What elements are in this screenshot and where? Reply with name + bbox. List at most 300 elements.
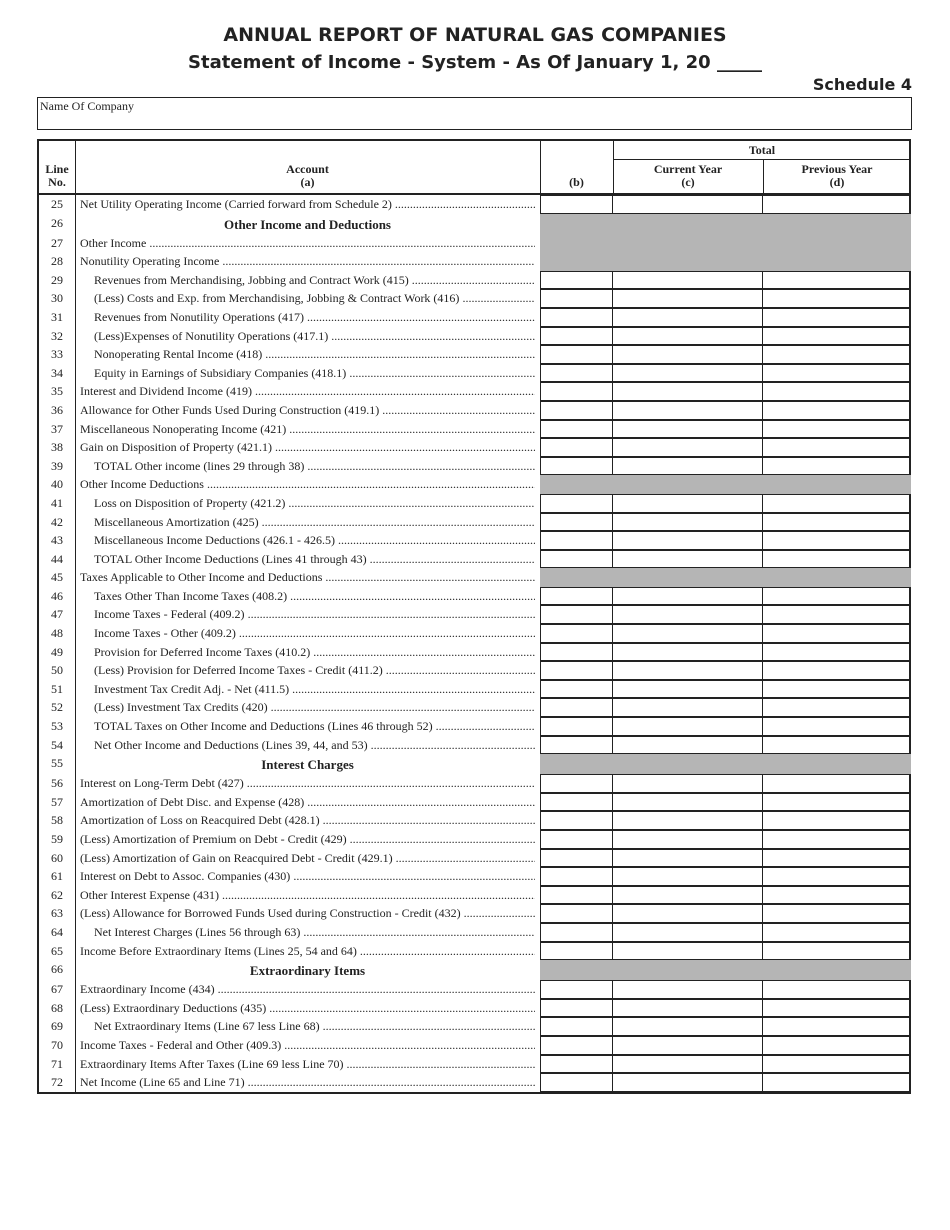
current-year-input[interactable] xyxy=(613,327,763,346)
account-text: TOTAL Other income (lines 29 through 38) xyxy=(94,458,305,473)
current-year-input[interactable] xyxy=(613,1073,763,1092)
table-row xyxy=(39,308,909,327)
table-row xyxy=(39,980,909,999)
leader-dots xyxy=(289,682,535,696)
line-number: 29 xyxy=(51,272,63,287)
report-subtitle: Statement of Income - System - As Of January 1, 20 _____ xyxy=(188,52,762,73)
amount-b-input[interactable] xyxy=(540,830,613,849)
account-label xyxy=(80,1038,535,1053)
account-text: Equity in Earnings of Subsidiary Companies (418.1) xyxy=(94,365,347,380)
previous-year-input[interactable] xyxy=(763,550,911,569)
amount-b-input[interactable] xyxy=(540,643,613,662)
leader-dots xyxy=(379,403,535,417)
table-row xyxy=(39,754,909,774)
account-text: Miscellaneous Amortization (425) xyxy=(94,514,259,529)
current-year-input[interactable] xyxy=(613,438,763,457)
amount-b-input[interactable] xyxy=(540,420,613,439)
line-number: 36 xyxy=(51,402,63,417)
current-year-input[interactable] xyxy=(613,605,763,624)
section-heading xyxy=(75,757,540,773)
account-label xyxy=(80,776,535,791)
account-text: Investment Tax Credit Adj. - Net (411.5) xyxy=(94,681,290,696)
table-row xyxy=(39,999,909,1018)
previous-year-input[interactable] xyxy=(763,811,911,830)
amount-b-input[interactable] xyxy=(540,717,613,736)
account-text: Other Income Deductions xyxy=(80,477,204,492)
line-number: 43 xyxy=(51,533,63,548)
current-year-input[interactable] xyxy=(613,420,763,439)
leader-dots xyxy=(409,273,535,287)
account-label xyxy=(94,496,535,511)
current-year-input[interactable] xyxy=(613,698,763,717)
current-year-input[interactable] xyxy=(613,904,763,923)
account-label xyxy=(80,1075,535,1090)
amount-b-input[interactable] xyxy=(540,587,613,606)
account-text: (Less) Amortization of Gain on Reacquired Debt - Credit (429.1) xyxy=(80,850,393,865)
leader-dots xyxy=(204,477,535,491)
amount-b-input[interactable] xyxy=(540,513,613,532)
previous-year-input[interactable] xyxy=(763,531,911,550)
leader-dots xyxy=(433,719,535,733)
shaded-cell xyxy=(540,234,911,253)
previous-year-input[interactable] xyxy=(763,830,911,849)
account-text: Income Before Extraordinary Items (Lines 25, 54 and 64) xyxy=(80,943,357,958)
leader-dots xyxy=(262,347,535,361)
leader-dots xyxy=(245,607,535,621)
account-label xyxy=(94,607,535,622)
previous-year-input[interactable] xyxy=(763,717,911,736)
previous-year-input[interactable] xyxy=(763,1036,911,1055)
table-row xyxy=(39,513,909,532)
amount-b-input[interactable] xyxy=(540,867,613,886)
table-row xyxy=(39,736,909,755)
account-text: Other Income and Deductions xyxy=(224,216,391,232)
header-account-code: (a) xyxy=(300,175,315,189)
line-number: 39 xyxy=(51,458,63,473)
account-label xyxy=(94,347,535,362)
table-row xyxy=(39,867,909,886)
table-row xyxy=(39,717,909,736)
table-row xyxy=(39,960,909,980)
table-row xyxy=(39,942,909,961)
amount-b-input[interactable] xyxy=(540,364,613,383)
header-b-code: (b) xyxy=(569,175,584,189)
table-row xyxy=(39,234,909,253)
previous-year-input[interactable] xyxy=(763,271,911,290)
table-body xyxy=(39,193,909,1092)
line-number: 62 xyxy=(51,887,63,902)
account-label xyxy=(80,906,535,921)
account-text: (Less) Costs and Exp. from Merchandising, Jobbing & Contract Work (416) xyxy=(94,291,460,306)
line-number: 56 xyxy=(51,776,63,791)
leader-dots xyxy=(146,236,535,250)
table-row xyxy=(39,793,909,812)
current-year-input[interactable] xyxy=(613,308,763,327)
income-statement-table xyxy=(37,139,911,1094)
report-title: ANNUAL REPORT OF NATURAL GAS COMPANIES xyxy=(223,24,727,46)
account-label xyxy=(80,832,535,847)
previous-year-input[interactable] xyxy=(763,1017,911,1036)
account-label xyxy=(80,1057,535,1072)
account-text: Income Taxes - Other (409.2) xyxy=(94,626,236,641)
table-row xyxy=(39,550,909,569)
account-label xyxy=(80,851,535,866)
current-year-input[interactable] xyxy=(613,513,763,532)
amount-b-input[interactable] xyxy=(540,457,613,476)
current-year-input[interactable] xyxy=(613,1017,763,1036)
amount-b-input[interactable] xyxy=(540,698,613,717)
leader-dots xyxy=(459,291,535,305)
line-number: 50 xyxy=(51,663,63,678)
current-year-input[interactable] xyxy=(613,382,763,401)
account-text: Miscellaneous Nonoperating Income (421) xyxy=(80,421,287,436)
previous-year-input[interactable] xyxy=(763,661,911,680)
current-year-input[interactable] xyxy=(613,531,763,550)
amount-b-input[interactable] xyxy=(540,923,613,942)
account-text: Provision for Deferred Income Taxes (410.2) xyxy=(94,644,311,659)
account-text: Extraordinary Items xyxy=(249,963,366,979)
line-number: 52 xyxy=(51,700,63,715)
table-row xyxy=(39,1036,909,1055)
account-text: (Less) Allowance for Borrowed Funds Used during Construction - Credit (432) xyxy=(80,906,461,921)
line-number: 53 xyxy=(51,719,63,734)
amount-b-input[interactable] xyxy=(540,308,613,327)
table-row xyxy=(39,401,909,420)
table-row xyxy=(39,923,909,942)
table-row xyxy=(39,195,909,214)
account-text: Nonoperating Rental Income (418) xyxy=(94,347,263,362)
leader-dots xyxy=(347,832,535,846)
leader-dots xyxy=(290,869,535,883)
account-label xyxy=(94,533,535,548)
amount-b-input[interactable] xyxy=(540,271,613,290)
leader-dots xyxy=(304,310,535,324)
leader-dots xyxy=(219,254,535,268)
amount-b-input[interactable] xyxy=(540,195,613,214)
table-row xyxy=(39,327,909,346)
account-text: Interest on Long-Term Debt (427) xyxy=(80,776,244,791)
schedule-label: Schedule 4 xyxy=(812,75,912,94)
current-year-input[interactable] xyxy=(613,587,763,606)
line-number: 69 xyxy=(51,1019,63,1034)
previous-year-input[interactable] xyxy=(763,999,911,1018)
account-label xyxy=(94,925,535,940)
current-year-input[interactable] xyxy=(613,401,763,420)
current-year-input[interactable] xyxy=(613,457,763,476)
amount-b-input[interactable] xyxy=(540,327,613,346)
previous-year-input[interactable] xyxy=(763,605,911,624)
amount-b-input[interactable] xyxy=(540,550,613,569)
section-heading xyxy=(75,963,540,979)
account-text: Interest and Dividend Income (419) xyxy=(80,384,252,399)
table-row xyxy=(39,457,909,476)
amount-b-input[interactable] xyxy=(540,886,613,905)
amount-b-input[interactable] xyxy=(540,401,613,420)
previous-year-input[interactable] xyxy=(763,494,911,513)
line-number: 44 xyxy=(51,551,63,566)
previous-year-input[interactable] xyxy=(763,401,911,420)
company-name-label: Name Of Company xyxy=(40,99,134,113)
leader-dots xyxy=(357,944,535,958)
shaded-cell xyxy=(540,960,911,980)
account-text: Taxes Applicable to Other Income and Deductions xyxy=(80,570,323,585)
account-label xyxy=(80,384,535,399)
account-label xyxy=(80,403,535,418)
table-row xyxy=(39,904,909,923)
header-current-year: Current Year xyxy=(653,162,723,176)
current-year-input[interactable] xyxy=(613,999,763,1018)
account-label xyxy=(80,944,535,959)
leader-dots xyxy=(335,533,535,547)
previous-year-input[interactable] xyxy=(763,774,911,793)
leader-dots xyxy=(266,1001,535,1015)
current-year-input[interactable] xyxy=(613,643,763,662)
table-row xyxy=(39,345,909,364)
current-year-input[interactable] xyxy=(613,345,763,364)
previous-year-input[interactable] xyxy=(763,1073,911,1092)
leader-dots xyxy=(346,366,535,380)
leader-dots xyxy=(328,329,535,343)
leader-dots xyxy=(245,1075,535,1089)
current-year-input[interactable] xyxy=(613,550,763,569)
previous-year-input[interactable] xyxy=(763,980,911,999)
previous-year-input[interactable] xyxy=(763,345,911,364)
line-number: 51 xyxy=(51,681,63,696)
leader-dots xyxy=(368,738,535,752)
amount-b-input[interactable] xyxy=(540,1036,613,1055)
header-line-no: No. xyxy=(48,175,66,189)
previous-year-input[interactable] xyxy=(763,457,911,476)
account-text: Income Taxes - Federal (409.2) xyxy=(94,607,245,622)
account-text: (Less) Investment Tax Credits (420) xyxy=(94,700,268,715)
amount-b-input[interactable] xyxy=(540,680,613,699)
account-text: Interest Charges xyxy=(261,757,354,773)
current-year-input[interactable] xyxy=(613,886,763,905)
header-total: Total xyxy=(748,143,776,157)
previous-year-input[interactable] xyxy=(763,736,911,755)
table-row xyxy=(39,420,909,439)
current-year-input[interactable] xyxy=(613,980,763,999)
account-label xyxy=(94,663,535,678)
leader-dots xyxy=(310,645,535,659)
table-row xyxy=(39,1073,909,1092)
account-label xyxy=(94,291,535,306)
leader-dots xyxy=(322,570,535,584)
previous-year-input[interactable] xyxy=(763,420,911,439)
current-year-input[interactable] xyxy=(613,680,763,699)
previous-year-input[interactable] xyxy=(763,513,911,532)
current-year-input[interactable] xyxy=(613,1055,763,1074)
line-number: 54 xyxy=(51,737,63,752)
amount-b-input[interactable] xyxy=(540,904,613,923)
leader-dots xyxy=(268,700,535,714)
table-row xyxy=(39,531,909,550)
current-year-input[interactable] xyxy=(613,364,763,383)
previous-year-input[interactable] xyxy=(763,867,911,886)
amount-b-input[interactable] xyxy=(540,605,613,624)
leader-dots xyxy=(285,496,535,510)
account-label xyxy=(80,813,535,828)
shaded-cell xyxy=(540,568,911,587)
table-row xyxy=(39,438,909,457)
account-label xyxy=(94,589,535,604)
previous-year-input[interactable] xyxy=(763,698,911,717)
line-number: 34 xyxy=(51,365,63,380)
current-year-input[interactable] xyxy=(613,717,763,736)
section-heading xyxy=(75,217,540,233)
line-number: 25 xyxy=(51,197,63,211)
leader-dots xyxy=(259,515,535,529)
header-current-code: (c) xyxy=(681,175,695,189)
account-label xyxy=(80,422,535,437)
line-number: 35 xyxy=(51,384,63,399)
previous-year-input[interactable] xyxy=(763,849,911,868)
account-label xyxy=(80,795,535,810)
amount-b-input[interactable] xyxy=(540,811,613,830)
amount-b-input[interactable] xyxy=(540,382,613,401)
account-label xyxy=(80,570,535,585)
amount-b-input[interactable] xyxy=(540,1073,613,1092)
account-text: Income Taxes - Federal and Other (409.3) xyxy=(80,1037,282,1052)
amount-b-input[interactable] xyxy=(540,999,613,1018)
amount-b-input[interactable] xyxy=(540,494,613,513)
line-number: 58 xyxy=(51,813,63,828)
leader-dots xyxy=(393,851,535,865)
current-year-input[interactable] xyxy=(613,271,763,290)
leader-dots xyxy=(320,1019,535,1033)
amount-b-input[interactable] xyxy=(540,661,613,680)
current-year-input[interactable] xyxy=(613,494,763,513)
amount-b-input[interactable] xyxy=(540,345,613,364)
amount-b-input[interactable] xyxy=(540,942,613,961)
account-text: Amortization of Loss on Reacquired Debt (428.1) xyxy=(80,813,320,828)
previous-year-input[interactable] xyxy=(763,680,911,699)
current-year-input[interactable] xyxy=(613,661,763,680)
account-label xyxy=(80,1001,535,1016)
table-header xyxy=(39,141,909,193)
previous-year-input[interactable] xyxy=(763,438,911,457)
previous-year-input[interactable] xyxy=(763,1055,911,1074)
header-line-label: Line xyxy=(45,162,69,176)
amount-b-input[interactable] xyxy=(540,531,613,550)
table-row xyxy=(39,252,909,271)
line-number: 66 xyxy=(51,962,63,977)
current-year-input[interactable] xyxy=(613,923,763,942)
line-number: 41 xyxy=(51,495,63,510)
current-year-input[interactable] xyxy=(613,867,763,886)
account-text: Net Utility Operating Income (Carried forward from Schedule 2) xyxy=(80,197,392,211)
previous-year-input[interactable] xyxy=(763,923,911,942)
account-label xyxy=(80,236,535,251)
current-year-input[interactable] xyxy=(613,289,763,308)
table-row xyxy=(39,774,909,793)
line-number: 40 xyxy=(51,477,63,492)
account-text: Loss on Disposition of Property (421.2) xyxy=(94,495,286,510)
previous-year-input[interactable] xyxy=(763,904,911,923)
line-number: 28 xyxy=(51,254,63,269)
leader-dots xyxy=(383,663,535,677)
previous-year-input[interactable] xyxy=(763,624,911,643)
leader-dots xyxy=(304,459,535,473)
amount-b-input[interactable] xyxy=(540,774,613,793)
table-row xyxy=(39,382,909,401)
amount-b-input[interactable] xyxy=(540,793,613,812)
account-text: Taxes Other Than Income Taxes (408.2) xyxy=(94,588,288,603)
previous-year-input[interactable] xyxy=(763,308,911,327)
company-name-field[interactable] xyxy=(37,97,912,130)
amount-b-input[interactable] xyxy=(540,1017,613,1036)
table-row xyxy=(39,605,909,624)
amount-b-input[interactable] xyxy=(540,1055,613,1074)
amount-b-input[interactable] xyxy=(540,624,613,643)
account-label xyxy=(94,552,535,567)
account-text: Extraordinary Items After Taxes (Line 69 less Line 70) xyxy=(80,1056,344,1071)
leader-dots xyxy=(300,925,535,939)
account-text: Gain on Disposition of Property (421.1) xyxy=(80,440,272,455)
previous-year-input[interactable] xyxy=(763,364,911,383)
current-year-input[interactable] xyxy=(613,849,763,868)
account-text: Nonutility Operating Income xyxy=(80,254,220,269)
account-text: (Less)Expenses of Nonutility Operations (417.1) xyxy=(94,328,329,343)
current-year-input[interactable] xyxy=(613,811,763,830)
current-year-input[interactable] xyxy=(613,1036,763,1055)
current-year-input[interactable] xyxy=(613,942,763,961)
previous-year-input[interactable] xyxy=(763,289,911,308)
previous-year-input[interactable] xyxy=(763,587,911,606)
header-previous-year: Previous Year xyxy=(801,162,873,176)
line-number: 46 xyxy=(51,588,63,603)
account-label xyxy=(94,719,535,734)
amount-b-input[interactable] xyxy=(540,438,613,457)
account-label xyxy=(94,626,535,641)
table-row xyxy=(39,830,909,849)
account-label xyxy=(94,700,535,715)
leader-dots xyxy=(219,888,535,902)
line-number: 31 xyxy=(51,309,63,324)
line-number: 72 xyxy=(51,1075,63,1090)
account-label xyxy=(80,888,535,903)
current-year-input[interactable] xyxy=(613,195,763,214)
current-year-input[interactable] xyxy=(613,793,763,812)
previous-year-input[interactable] xyxy=(763,382,911,401)
account-text: TOTAL Other Income Deductions (Lines 41 through 43) xyxy=(94,551,367,566)
current-year-input[interactable] xyxy=(613,624,763,643)
previous-year-input[interactable] xyxy=(763,793,911,812)
previous-year-input[interactable] xyxy=(763,886,911,905)
line-number: 42 xyxy=(51,514,63,529)
previous-year-input[interactable] xyxy=(763,327,911,346)
current-year-input[interactable] xyxy=(613,736,763,755)
table-row xyxy=(39,811,909,830)
previous-year-input[interactable] xyxy=(763,643,911,662)
leader-dots xyxy=(252,384,535,398)
account-label xyxy=(80,197,535,212)
previous-year-input[interactable] xyxy=(763,942,911,961)
amount-b-input[interactable] xyxy=(540,736,613,755)
current-year-input[interactable] xyxy=(613,774,763,793)
previous-year-input[interactable] xyxy=(763,195,911,214)
line-number: 68 xyxy=(51,1000,63,1015)
table-row xyxy=(39,661,909,680)
line-number: 63 xyxy=(51,906,63,921)
amount-b-input[interactable] xyxy=(540,849,613,868)
account-label xyxy=(94,515,535,530)
amount-b-input[interactable] xyxy=(540,980,613,999)
amount-b-input[interactable] xyxy=(540,289,613,308)
current-year-input[interactable] xyxy=(613,830,763,849)
shaded-cell xyxy=(540,214,911,234)
line-number: 57 xyxy=(51,794,63,809)
